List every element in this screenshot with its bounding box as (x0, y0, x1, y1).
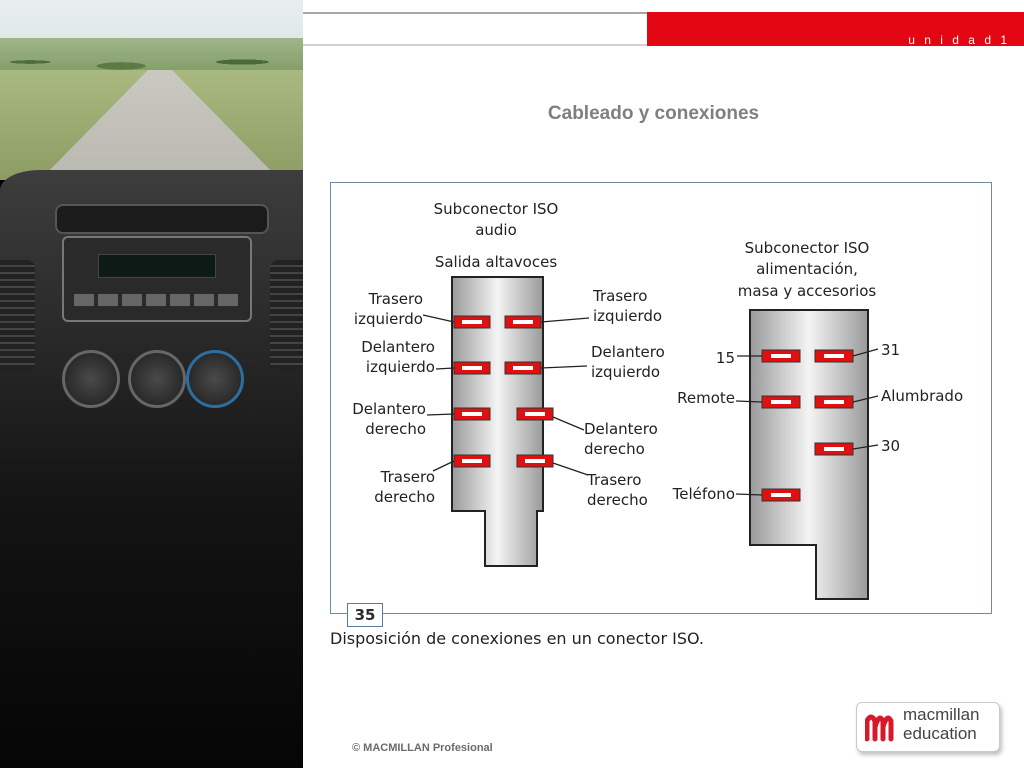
iso-connector-figure (330, 182, 992, 614)
audio-pin-slot (462, 320, 482, 324)
audio-right-label: izquierdo (591, 363, 661, 381)
macmillan-logo (856, 702, 1000, 752)
audio-pin-slot (525, 459, 545, 463)
slide-title: Cableado y conexiones (547, 103, 760, 124)
audio-pin-slot (462, 366, 482, 370)
logo-text-macmillan: macmillan (903, 705, 980, 724)
header-bar (647, 12, 1024, 46)
power-right-label: 31 (881, 341, 901, 359)
audio-pin-slot (462, 412, 482, 416)
audio-left-label: Trasero (380, 468, 435, 486)
header-line-bottom (303, 44, 647, 46)
audio-right-label: izquierdo (593, 307, 663, 325)
audio-left-label: izquierdo (353, 310, 423, 328)
audio-right-label: Trasero (587, 471, 642, 489)
power-connector-title-3: masa y accesorios (737, 282, 877, 300)
copyright-footer: © MACMILLAN Profesional (352, 742, 493, 754)
power-right-label: Alumbrado (881, 387, 964, 405)
audio-connector-title: Subconector ISO (433, 200, 559, 218)
power-left-label: Teléfono (672, 485, 735, 503)
audio-left-label: derecho (374, 488, 435, 506)
power-pin-slot (771, 493, 791, 497)
figure-caption: Disposición de conexiones en un conector ISO. (330, 629, 705, 648)
photo-vent-top (55, 204, 269, 234)
photo-knob-2 (128, 350, 186, 408)
power-right-label: 30 (881, 437, 901, 455)
audio-left-label: derecho (365, 420, 426, 438)
dashboard-photo (0, 0, 303, 768)
photo-radio-screen (98, 254, 216, 278)
audio-right-label: Delantero (584, 420, 658, 438)
audio-left-label: Trasero (368, 290, 423, 308)
audio-pin-slot (513, 366, 533, 370)
audio-right-label: Trasero (593, 287, 648, 305)
photo-knob-1 (62, 350, 120, 408)
photo-vent-left (0, 260, 35, 370)
power-pin-slot (771, 354, 791, 358)
photo-vent-right (270, 260, 303, 370)
audio-connector-subtitle: Salida altavoces (434, 253, 558, 271)
macmillan-m-icon (865, 709, 899, 743)
power-pin-slot (824, 447, 844, 451)
power-left-label: Remote (677, 389, 735, 407)
power-connector-title-2: alimentación, (756, 260, 858, 278)
audio-left-label: izquierdo (365, 358, 435, 376)
audio-left-label: Delantero (352, 400, 426, 418)
audio-right-label: derecho (584, 440, 645, 458)
audio-right-label: Delantero (591, 343, 665, 361)
power-left-label: 15 (715, 349, 735, 367)
audio-pin-slot (513, 320, 533, 324)
power-pin-slot (824, 400, 844, 404)
iso-connector-diagram (331, 183, 993, 615)
photo-car-radio (62, 236, 252, 322)
power-pin-slot (771, 400, 791, 404)
audio-pin-slot (525, 412, 545, 416)
audio-pin-slot (462, 459, 482, 463)
photo-radio-buttons (74, 294, 238, 306)
audio-right-label: derecho (587, 491, 648, 509)
audio-left-label: Delantero (361, 338, 435, 356)
audio-connector-title-2: audio (475, 221, 517, 239)
photo-knob-3 (186, 350, 244, 408)
power-connector-title: Subconector ISO (744, 239, 870, 257)
logo-text-education: education (903, 724, 977, 743)
header-line (303, 12, 647, 14)
unit-label: u n i d a d 1 (908, 33, 1010, 47)
power-pin-slot (824, 354, 844, 358)
figure-number: 35 (347, 603, 383, 627)
